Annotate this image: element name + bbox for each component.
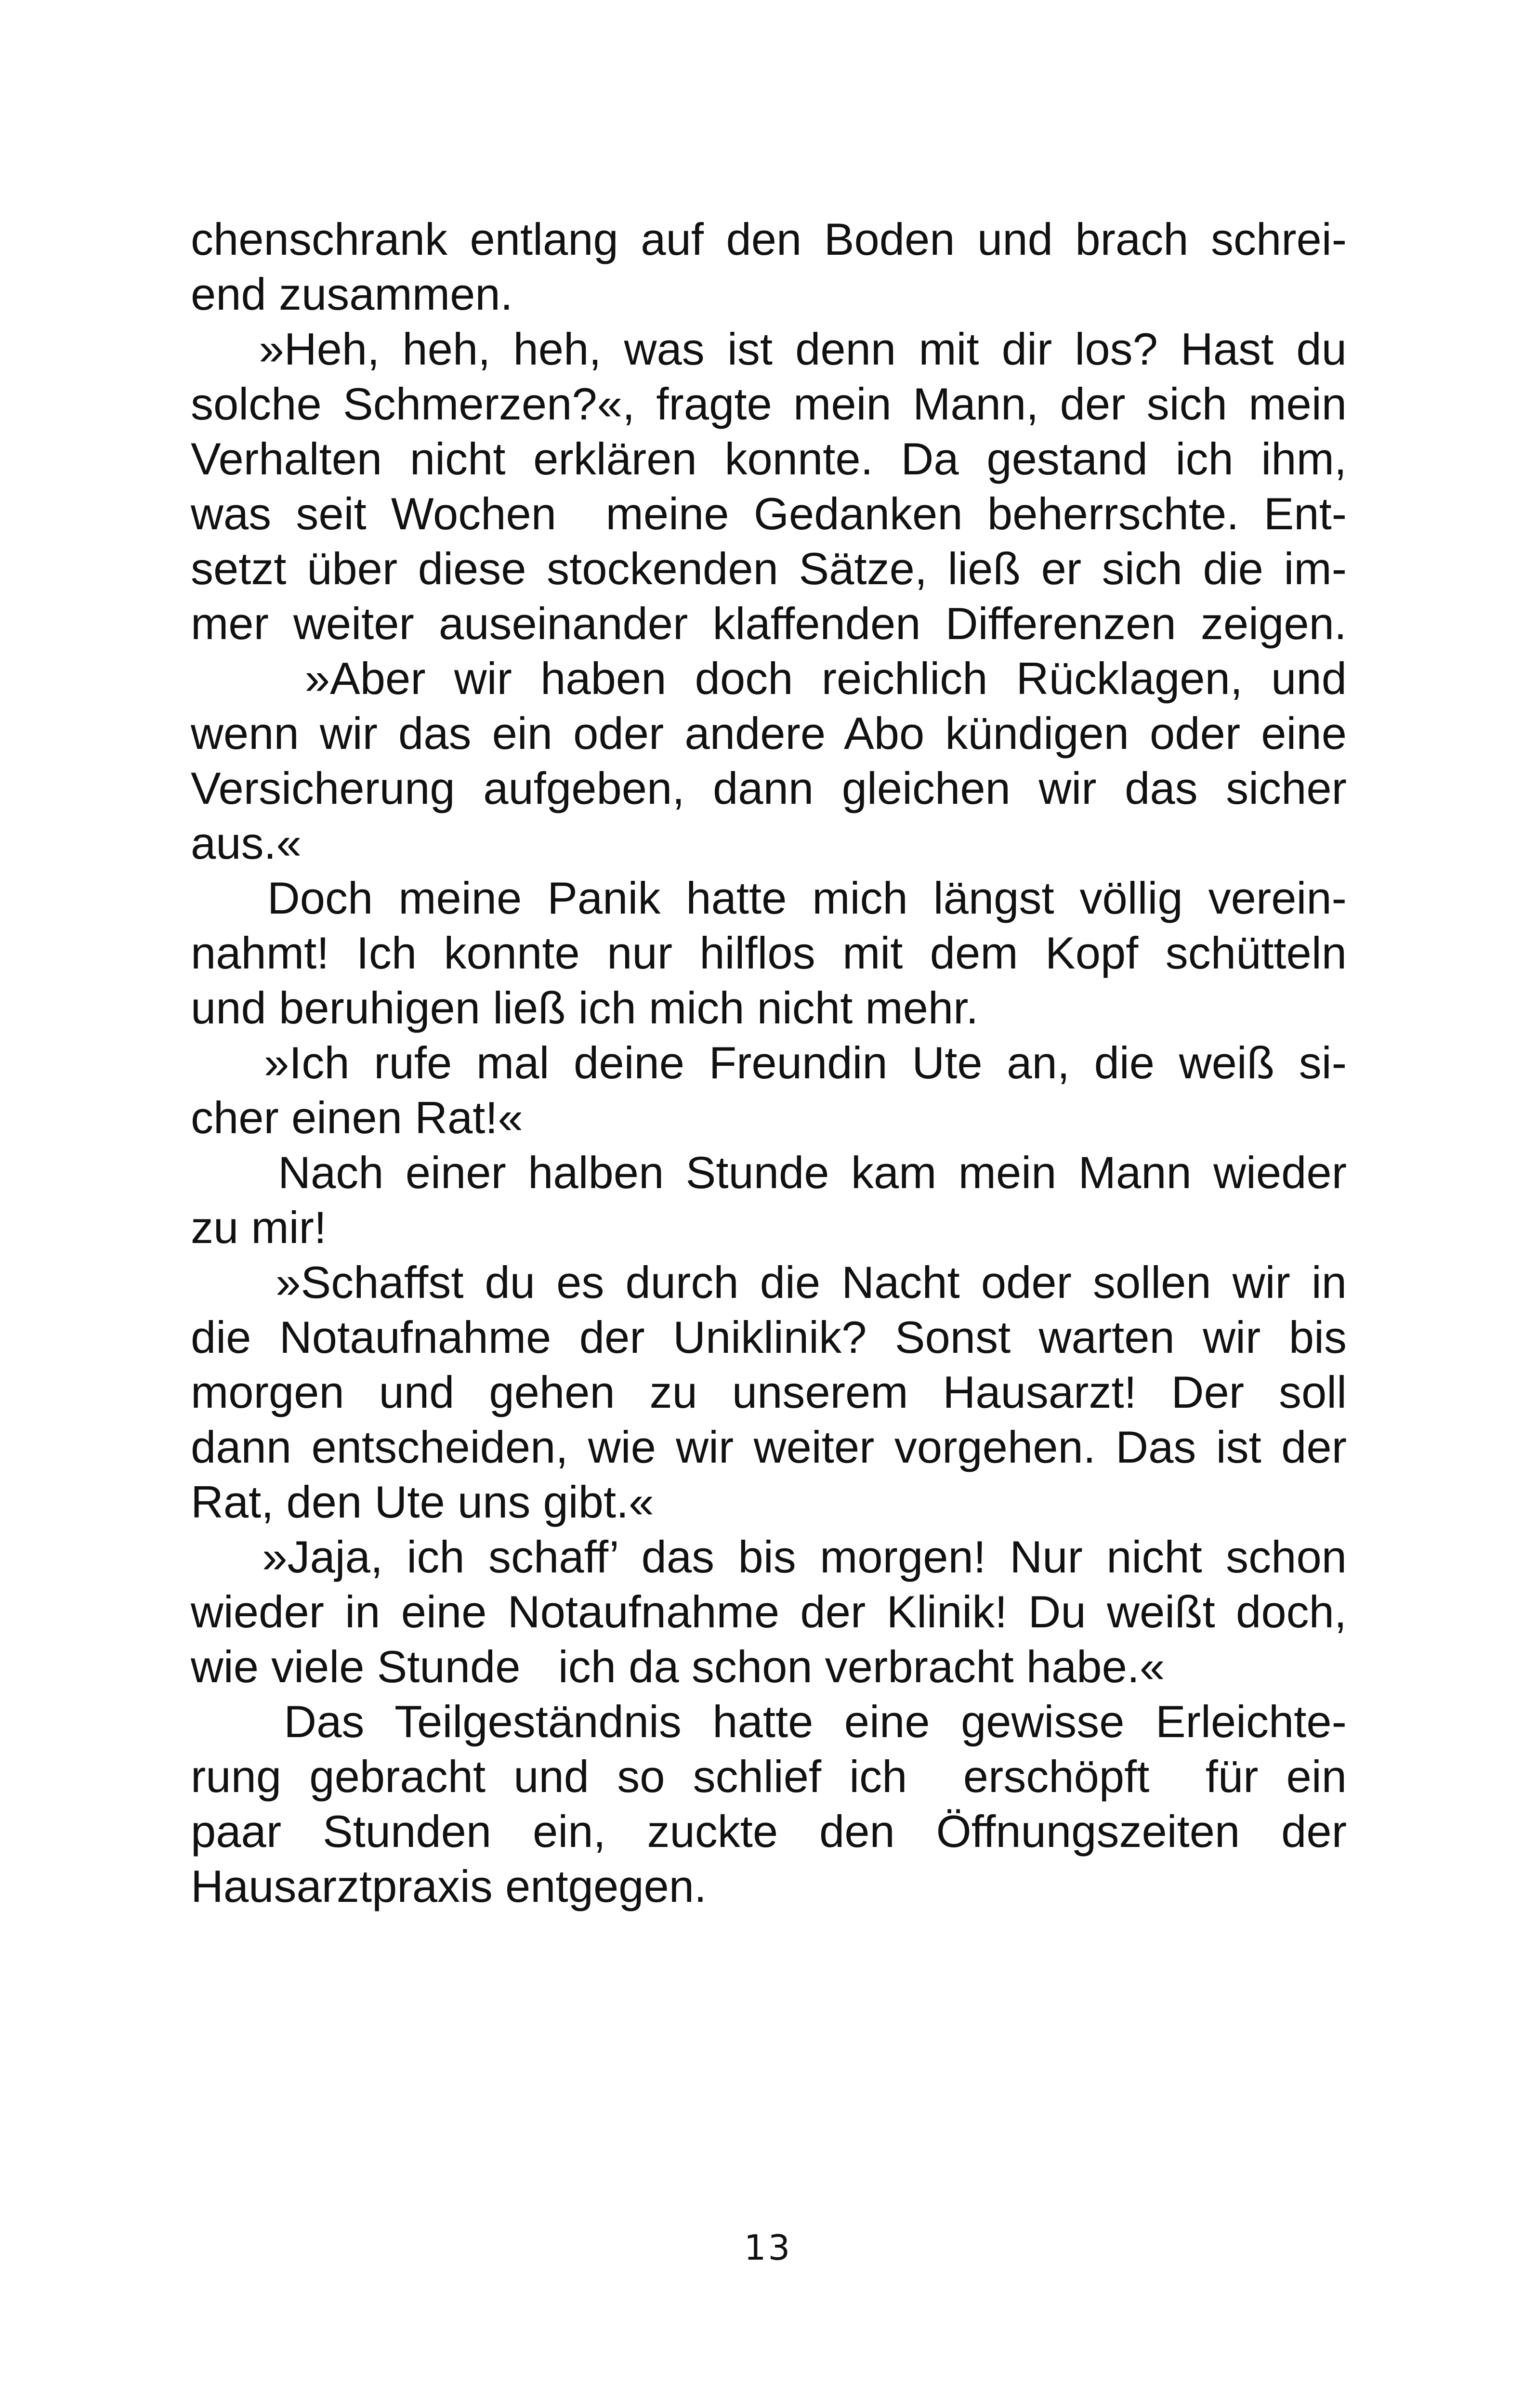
text-line: morgen und gehen zu unserem Hausarzt! Der soll — [191, 1367, 1347, 1417]
text-line: wenn wir das ein oder andere Abo kündigen oder eine — [191, 708, 1347, 759]
text-line: paar Stunden ein, zuckte den Öffnungszeiten der — [191, 1806, 1347, 1857]
text-line: »Schaffst du es durch die Nacht oder sollen wir in — [191, 1257, 1347, 1308]
text-line: Nach einer halben Stunde kam mein Mann wieder — [191, 1147, 1347, 1198]
text-line: aus.« — [191, 818, 302, 868]
text-line: »Aber wir haben doch reichlich Rücklagen, und — [191, 653, 1347, 704]
text-line: was seit Wochen meine Gedanken beherrschte. Ent- — [191, 488, 1347, 539]
text-line: »Ich rufe mal deine Freundin Ute an, die weiß si- — [191, 1037, 1347, 1088]
text-line: mer weiter auseinander klaffenden Differenzen zeigen. — [191, 598, 1347, 649]
text-line: nahmt! Ich konnte nur hilflos mit dem Kopf schütteln — [191, 928, 1347, 978]
page-number: 13 — [744, 2227, 792, 2268]
text-line: cher einen Rat!« — [191, 1092, 523, 1143]
text-line: die Notaufnahme der Uniklinik? Sonst warten wir bis — [191, 1312, 1347, 1362]
text-line: end zusammen. — [191, 269, 513, 319]
text-line: Doch meine Panik hatte mich längst völlig verein- — [191, 873, 1347, 923]
text-line: setzt über diese stockenden Sätze, ließ er sich die im- — [191, 543, 1347, 594]
text-line: wieder in eine Notaufnahme der Klinik! Du weißt doch, — [191, 1586, 1347, 1637]
text-line: und beruhigen ließ ich mich nicht mehr. — [191, 982, 979, 1033]
text-line: Versicherung aufgeben, dann gleichen wir das sicher — [191, 763, 1347, 813]
text-line: Hausarztpraxis entgegen. — [191, 1861, 707, 1911]
text-line: Verhalten nicht erklären konnte. Da gestand ich ihm, — [191, 433, 1347, 484]
text-line: rung gebracht und so schlief ich erschöpft für ein — [191, 1751, 1347, 1802]
text-line: Rat, den Ute uns gibt.« — [191, 1477, 654, 1527]
text-line: »Jaja, ich schaff’ das bis morgen! Nur nicht schon — [191, 1531, 1347, 1582]
text-line: solche Schmerzen?«, fragte mein Mann, der sich mein — [191, 379, 1347, 429]
text-line: »Heh, heh, heh, was ist denn mit dir los? Hast du — [191, 324, 1347, 374]
text-line: wie viele Stunde ich da schon verbracht habe.« — [191, 1641, 1165, 1692]
text-line: chenschrank entlang auf den Boden und brach schrei- — [191, 214, 1347, 264]
text-line: dann entscheiden, wie wir weiter vorgehen. Das ist der — [191, 1422, 1347, 1472]
text-line: zu mir! — [191, 1202, 327, 1253]
text-line: Das Teilgeständnis hatte eine gewisse Erleichte- — [191, 1696, 1347, 1747]
